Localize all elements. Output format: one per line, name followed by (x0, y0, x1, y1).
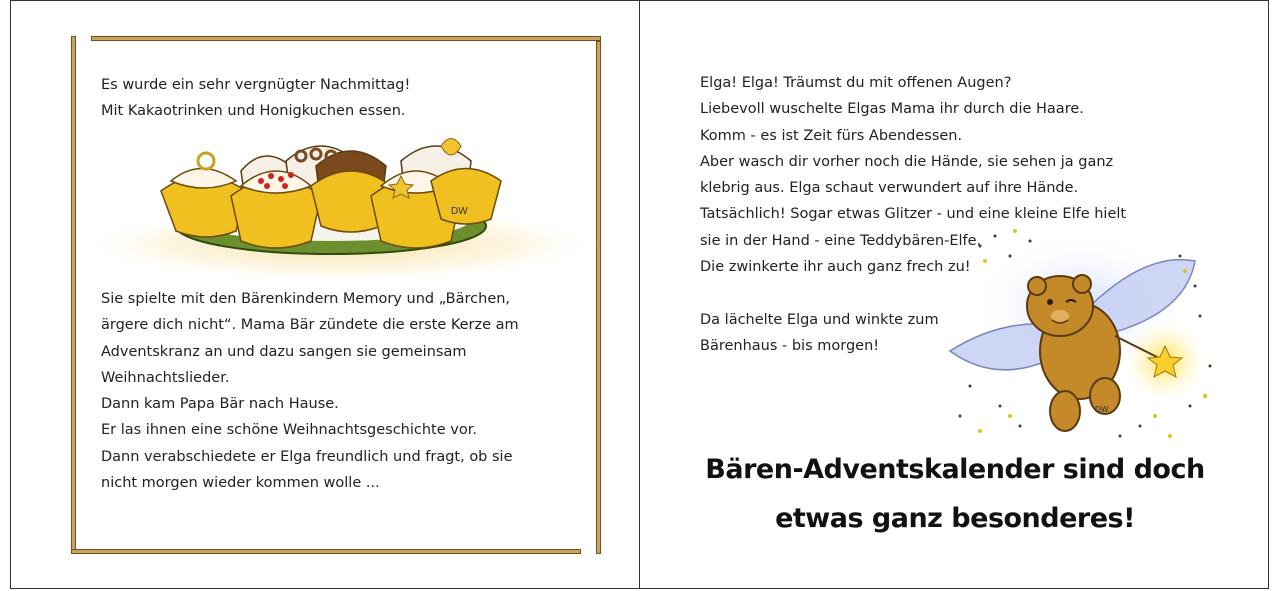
text-line: Elga! Elga! Träumst du mit offenen Augen? (700, 75, 1012, 91)
text-line: Weihnachtslieder. (101, 369, 230, 386)
text-line: Sie spielte mit den Bärenkindern Memory und „Bärchen, (101, 291, 511, 307)
text-line: Mit Kakaotrinken und Honigkuchen essen. (101, 103, 406, 120)
slogan-line-1: Bären-Adventskalender sind doch (705, 454, 1205, 485)
text-line: nicht morgen wieder kommen wolle ... (101, 475, 380, 492)
text-line: Da lächelte Elga und winkte zum (700, 311, 939, 328)
frame-top-bar (91, 36, 601, 41)
left-page (10, 0, 640, 589)
text-line: Liebevoll wuschelte Elgas Mama ihr durch die Haare. (700, 101, 1084, 118)
text-line: Komm - es ist Zeit fürs Abendessen. (700, 127, 963, 144)
text-line: Dann verabschiedete er Elga freundlich und fragt, ob sie (101, 448, 513, 465)
text-line: klebrig aus. Elga schaut verwundert auf ihre Hände. (700, 180, 1079, 197)
text-line: Er las ihnen eine schöne Weihnachtsgeschichte vor. (101, 422, 477, 439)
text-line (700, 280, 1220, 306)
text-line: ärgere dich nicht“. Mama Bär zündete die erste Kerze am (101, 317, 519, 334)
story-text-bottom (101, 286, 581, 496)
illustration-signature: DW (451, 206, 468, 217)
text-line: Aber wasch dir vorher noch die Hände, sie sehen ja ganz (700, 153, 1114, 170)
text-line: sie in der Hand - eine Teddybären-Elfe. (700, 232, 982, 249)
story-text-right (700, 70, 1220, 359)
cupcakes-plate-illustration (81, 126, 601, 281)
illustration-signature: DW (1095, 405, 1109, 414)
text-line: Adventskranz an und dazu sangen sie gemeinsam (101, 343, 467, 360)
frame-right-bar (596, 41, 601, 554)
frame-left-bar (71, 36, 76, 554)
text-line: Die zwinkerte ihr auch ganz frech zu! (700, 259, 971, 276)
slogan-line-2: etwas ganz besonderes! (775, 503, 1135, 534)
right-page (639, 0, 1269, 589)
text-line: Dann kam Papa Bär nach Hause. (101, 396, 339, 413)
text-line: Es wurde ein sehr vergnügter Nachmittag! (101, 77, 411, 93)
text-line: Bärenhaus - bis morgen! (700, 337, 880, 354)
text-line: Tatsächlich! Sogar etwas Glitzer - und eine kleine Elfe hielt (700, 206, 1127, 223)
story-text-top (101, 72, 581, 125)
frame-bottom-bar (71, 549, 581, 554)
